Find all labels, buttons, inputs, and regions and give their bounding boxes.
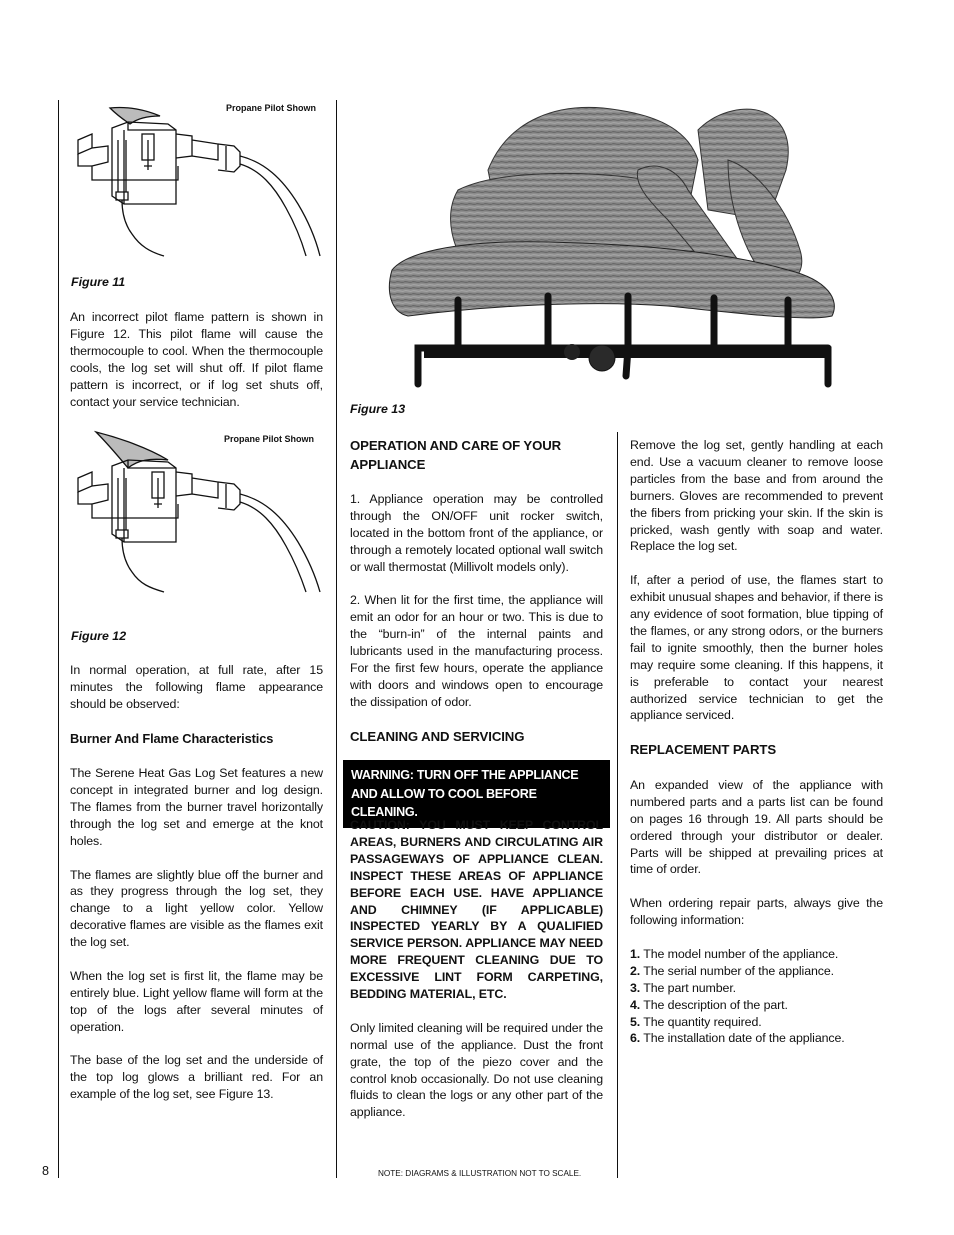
warning-banner: WARNING: TURN OFF THE APPLIANCE AND ALLOW TO COOL BEFORE CLEANING. (343, 760, 610, 828)
serene-heat-paragraph: The Serene Heat Gas Log Set features a new concept in integrated burner and log design. The flames from the burner travel horizontally through the log set and emerge at the knot holes. (70, 766, 323, 848)
log-set-photo (388, 100, 842, 388)
list-item: 4. The description of the part. (630, 997, 788, 1012)
burner-flame-heading: Burner And Flame Characteristics (70, 730, 274, 746)
column-1-body (70, 662, 323, 1103)
column-2-lower (350, 817, 603, 1121)
figure-12-caption: Propane Pilot Shown (224, 434, 315, 444)
flame-color-paragraph: The flames are slightly blue off the burner and as they progress through the log set, they change to a light yellow color. Yellow decorative flames are visible as the flames exit the log set. (70, 867, 323, 950)
figure-11-caption: Propane Pilot Shown (226, 103, 317, 113)
operation-step-1: 1. Appliance operation may be controlled through the ON/OFF unit rocker switch, located in the bottom front of the appliance, or through a remotely located optional wall switch or wall thermostat (Millivolt models only). (350, 492, 603, 574)
caution-paragraph: CAUTION: YOU MUST KEEP CONTROL AREAS, BURNERS AND CIRCULATING AIR PASSAGEWAYS OF APPLIANCE CLEAN. INSPECT THESE AREAS OF APPLIANCE BEFORE EACH USE. HAVE APPLIANCE AND CHIMNEY (IF APPLICABLE) INSPECTED YEARLY BY A QUALIFIED SERVICE PERSON. APPLIANCE MAY NEED MORE FREQUENT CLEANING DUE TO EXCESSIVE LINT FORM CARPETING, BEDDING MATERIAL, ETC. (350, 818, 603, 1002)
list-item: 3. The part number. (630, 980, 737, 995)
remove-log-paragraph: Remove the log set, gently handling at each end. Use a vacuum cleaner to remove loose particles from the base and from around the burners. Gloves are recommended to prevent the fibers from pricking your skin. If the skin is pricked, wash gently with soap and water. Replace the log set. (630, 438, 883, 554)
limited-cleaning-paragraph: Only limited cleaning will be required under the normal use of the appliance. Dust the front grate, the top of the piezo cover and the control knob occasionally. Do not use cleaning fluids to clean the logs or any other part of the appliance. (350, 1020, 603, 1120)
column-divider-1 (336, 100, 337, 1178)
list-item: 5. The quantity required. (630, 1014, 762, 1029)
column-3-body (630, 437, 883, 1047)
unusual-flames-paragraph: If, after a period of use, the flames start to exhibit unusual shapes and behavior, if there is any evidence of soot formation, blue tipping of the flames, or any strong odors, or the burners fail to ignite smoothly, then the burner holes may require some cleaning. If this happens, it is preferable to contact your nearest authorized service technician to get the appliance serviced. (630, 573, 883, 723)
cleaning-servicing-heading: CLEANING AND SERVICING (350, 728, 525, 744)
pilot-assembly-figure-11 (68, 100, 326, 260)
list-item: 6. The installation date of the appliance. (630, 1031, 845, 1046)
list-item: 2. The serial number of the appliance. (630, 963, 834, 978)
operation-step-2: 2. When lit for the first time, the appliance will emit an odor for an hour or two. This is due to the “burn-in” of the internal paints and lubricants used in the manufacturing process. For the first few hours, operate the appliance with doors and windows open to encourage the dissipation of odor. (350, 593, 603, 709)
pilot-assembly-figure-12 (68, 428, 326, 593)
left-margin-rule (58, 100, 59, 1178)
ordering-info-list (630, 946, 883, 1047)
parts-list-paragraph: An expanded view of the appliance with numbered parts and a parts list can be found on pages 16 through 19. All parts should be ordered through your distributor or dealer. Parts will be shipped at prevailing prices at time of order. (630, 777, 883, 877)
scale-footnote: NOTE: DIAGRAMS & ILLUSTRATION NOT TO SCALE. (378, 1169, 582, 1178)
column-2-body (350, 437, 603, 761)
column-1-intro (70, 309, 323, 410)
operation-care-heading: OPERATION AND CARE OF YOUR APPLIANCE (350, 438, 562, 472)
figure-13-label: Figure 13 (350, 402, 406, 416)
list-item: 1. The model number of the appliance. (630, 946, 839, 961)
replacement-parts-heading: REPLACEMENT PARTS (630, 742, 777, 758)
first-lit-paragraph: When the log set is first lit, the flame may be entirely blue. Light yellow flame will form at the top of the logs after several minutes of operation. (70, 968, 323, 1034)
log-base-paragraph: The base of the log set and the underside of the top log glows a brilliant red. For an example of the log set, see Figure 13. (70, 1053, 323, 1102)
figure-12-label: Figure 12 (71, 629, 127, 643)
column-divider-2 (617, 432, 618, 1178)
ordering-info-paragraph: When ordering repair parts, always give the following information: (630, 896, 883, 928)
incorrect-pilot-paragraph: An incorrect pilot flame pattern is shown in Figure 12. This pilot flame will cause the thermocouple to cool. When the thermocouple cools, the log set will shut off. If pilot flame pattern is incorrect, or if log set shuts off, contact your service technician. (70, 310, 323, 409)
figure-11-label: Figure 11 (71, 275, 126, 289)
page-number: 8 (42, 1164, 50, 1178)
normal-operation-paragraph: In normal operation, at full rate, after 15 minutes the following flame appearance should be observed: (70, 663, 323, 711)
